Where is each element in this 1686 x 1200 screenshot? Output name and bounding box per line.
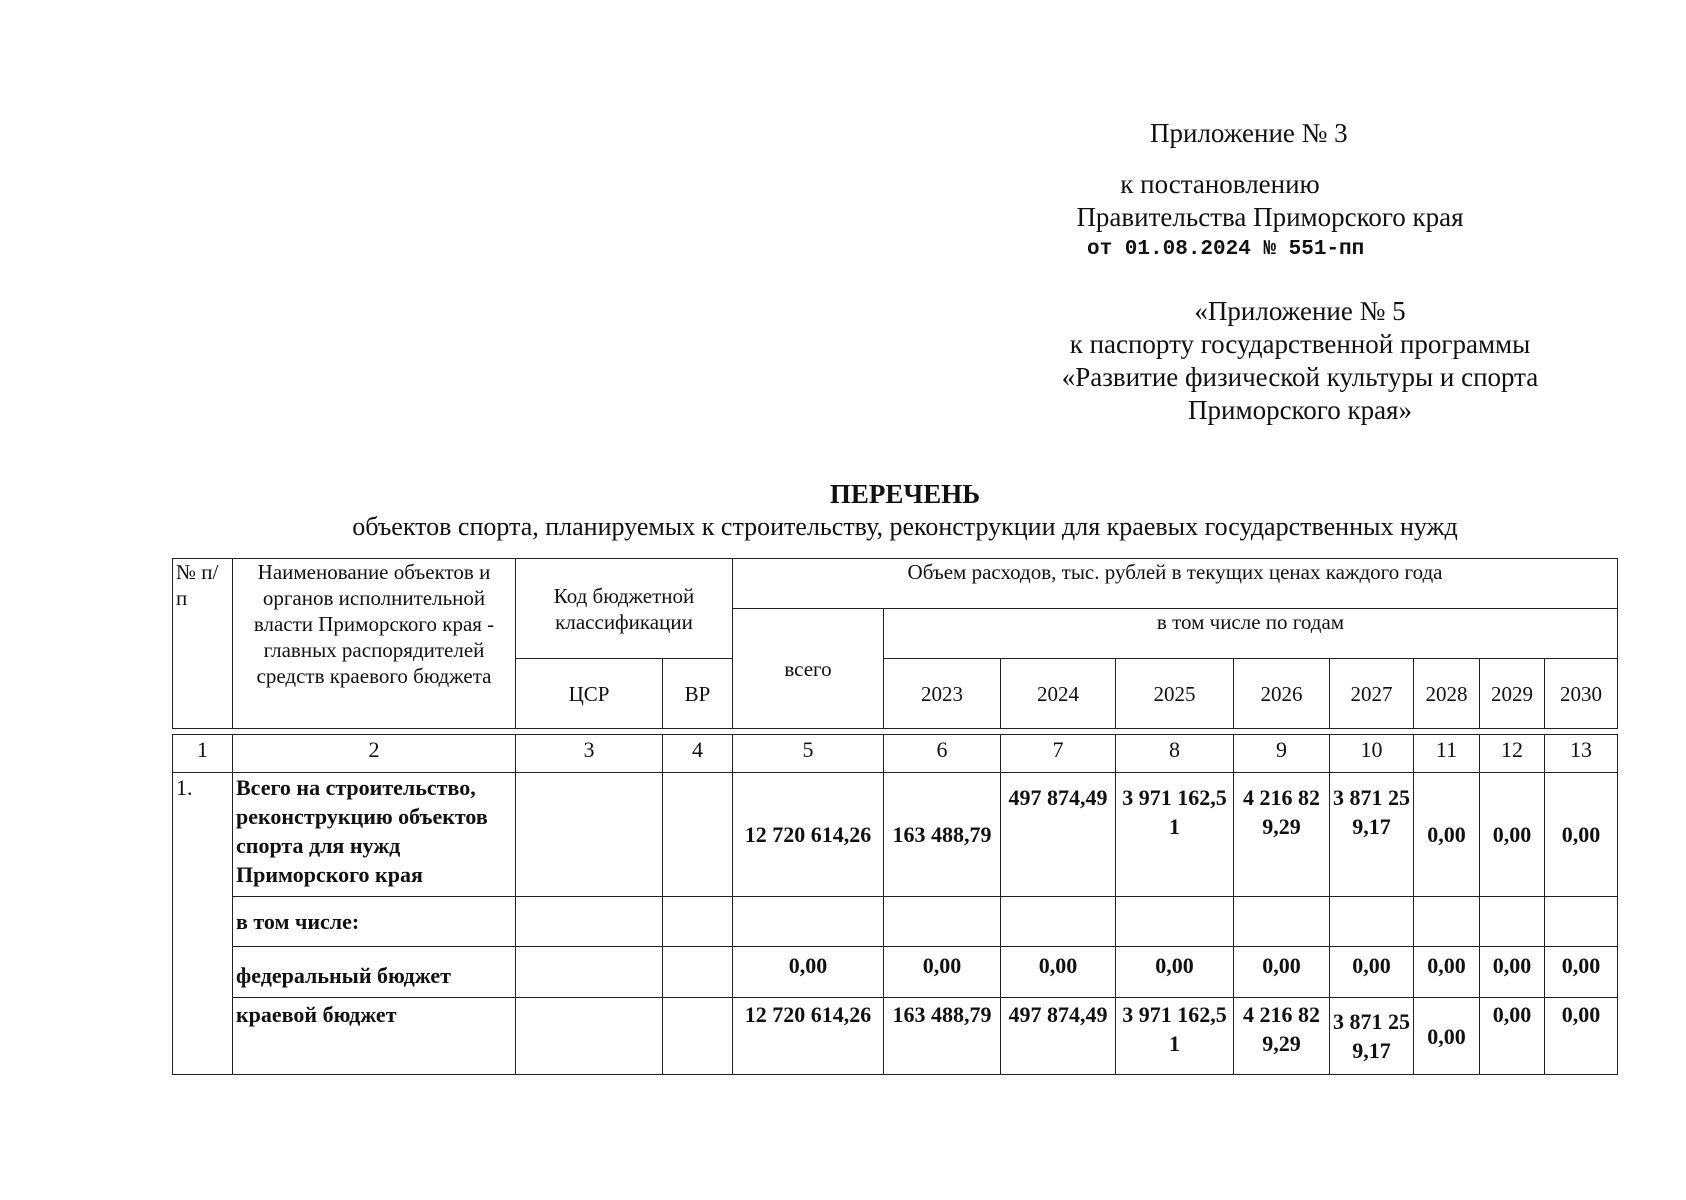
cell-value: 0,00 bbox=[1414, 773, 1480, 897]
cell-value: 0,00 bbox=[1545, 773, 1618, 897]
header-year: 2023 bbox=[884, 659, 1001, 729]
quote-line: «Развитие физической культуры и спорта bbox=[1061, 362, 1539, 392]
table-body bbox=[172, 734, 1618, 1075]
quote-line: «Приложение № 5 bbox=[1194, 296, 1406, 326]
table-row bbox=[173, 897, 1618, 947]
column-number: 10 bbox=[1330, 735, 1414, 773]
header-year: 2029 bbox=[1480, 659, 1545, 729]
cell-total bbox=[733, 897, 884, 947]
cell-csr bbox=[516, 998, 663, 1075]
cell-vr bbox=[663, 773, 733, 897]
government-name: Правительства Приморского края bbox=[1076, 202, 1464, 232]
cell-vr bbox=[663, 947, 733, 998]
document-title: ПЕРЕЧЕНЬ bbox=[829, 479, 981, 509]
cell-value: 0,00 bbox=[1480, 947, 1545, 998]
header-vr: ВР bbox=[663, 659, 733, 729]
header-budget-code: Код бюджетной классификации bbox=[516, 559, 733, 659]
cell-value: 0,00 bbox=[1545, 998, 1618, 1075]
cell-value: 3 971 162,51 bbox=[1116, 773, 1234, 897]
column-number: 7 bbox=[1001, 735, 1116, 773]
column-number: 3 bbox=[516, 735, 663, 773]
cell-value: 0,00 bbox=[1480, 773, 1545, 897]
cell-value bbox=[1480, 897, 1545, 947]
cell-value: 0,00 bbox=[1414, 998, 1480, 1075]
cell-value: 3 871 259,17 bbox=[1330, 998, 1414, 1075]
cell-value: 0,00 bbox=[1545, 947, 1618, 998]
to-resolution: к постановлению bbox=[1120, 169, 1320, 199]
cell-total: 0,00 bbox=[733, 947, 884, 998]
cell-value: 163 488,79 bbox=[884, 998, 1001, 1075]
cell-value: 0,00 bbox=[1414, 947, 1480, 998]
column-number: 1 bbox=[173, 735, 233, 773]
header-row-number: № п/п bbox=[173, 559, 233, 729]
cell-value: 0,00 bbox=[1330, 947, 1414, 998]
header-year: 2030 bbox=[1545, 659, 1618, 729]
header-year: 2025 bbox=[1116, 659, 1234, 729]
cell-value: 0,00 bbox=[1116, 947, 1234, 998]
header-year: 2028 bbox=[1414, 659, 1480, 729]
header-year: 2026 bbox=[1234, 659, 1330, 729]
table-row bbox=[173, 947, 1618, 998]
header-total: всего bbox=[733, 609, 884, 729]
cell-value: 497 874,49 bbox=[1001, 773, 1116, 897]
quote-line: Приморского края» bbox=[1188, 395, 1412, 425]
header-csr: ЦСР bbox=[516, 659, 663, 729]
cell-total: 12 720 614,26 bbox=[733, 998, 884, 1075]
cell-value: 0,00 bbox=[1001, 947, 1116, 998]
cell-value: 497 874,49 bbox=[1001, 998, 1116, 1075]
cell-value bbox=[1116, 897, 1234, 947]
cell-csr bbox=[516, 773, 663, 897]
column-number: 5 bbox=[733, 735, 884, 773]
table-row bbox=[173, 773, 1618, 897]
cell-value bbox=[884, 897, 1001, 947]
cell-csr bbox=[516, 897, 663, 947]
column-number-row bbox=[173, 735, 1618, 773]
column-number: 6 bbox=[884, 735, 1001, 773]
cell-value bbox=[1545, 897, 1618, 947]
cell-value: 3 971 162,51 bbox=[1116, 998, 1234, 1075]
header-by-years: в том числе по годам bbox=[884, 609, 1618, 659]
cell-value bbox=[1414, 897, 1480, 947]
cell-value: 0,00 bbox=[884, 947, 1001, 998]
resolution-date-number: от 01.08.2024 № 551-пп bbox=[1087, 238, 1365, 261]
cell-value: 0,00 bbox=[1234, 947, 1330, 998]
header-year: 2027 bbox=[1330, 659, 1414, 729]
header-object-name: Наименование объектов и органов исполнительной власти Приморского края - главных распорядителей средств краевого бюджета bbox=[233, 559, 516, 729]
quote-line: к паспорту государственной программы bbox=[1069, 329, 1531, 359]
cell-value bbox=[1330, 897, 1414, 947]
column-number: 12 bbox=[1480, 735, 1545, 773]
document-subtitle: объектов спорта, планируемых к строительству, реконструкции для краевых государственных нужд bbox=[352, 512, 1458, 541]
cell-csr bbox=[516, 947, 663, 998]
program-appendix-reference bbox=[1000, 295, 1600, 427]
column-number: 9 bbox=[1234, 735, 1330, 773]
row-number: 1. bbox=[173, 773, 233, 1075]
table-row bbox=[173, 998, 1618, 1075]
row-name: Всего на строительство, реконструкцию объектов спорта для нужд Приморского края bbox=[233, 773, 516, 897]
cell-value: 0,00 bbox=[1480, 998, 1545, 1075]
cell-total: 12 720 614,26 bbox=[733, 773, 884, 897]
header-year: 2024 bbox=[1001, 659, 1116, 729]
header-expenditure-volume: Объем расходов, тыс. рублей в текущих ценах каждого года bbox=[733, 559, 1618, 609]
column-number: 8 bbox=[1116, 735, 1234, 773]
cell-value: 4 216 829,29 bbox=[1234, 773, 1330, 897]
cell-value: 4 216 829,29 bbox=[1234, 998, 1330, 1075]
cell-value: 3 871 259,17 bbox=[1330, 773, 1414, 897]
column-number: 13 bbox=[1545, 735, 1618, 773]
column-number: 2 bbox=[233, 735, 516, 773]
appendix-number: Приложение № 3 bbox=[1150, 118, 1348, 148]
cell-vr bbox=[663, 998, 733, 1075]
cell-value bbox=[1234, 897, 1330, 947]
column-number: 11 bbox=[1414, 735, 1480, 773]
row-name: в том числе: bbox=[233, 897, 516, 947]
row-name: краевой бюджет bbox=[233, 998, 516, 1075]
cell-value: 163 488,79 bbox=[884, 773, 1001, 897]
cell-value bbox=[1001, 897, 1116, 947]
column-number: 4 bbox=[663, 735, 733, 773]
row-name: федеральный бюджет bbox=[233, 947, 516, 998]
cell-vr bbox=[663, 897, 733, 947]
table-header bbox=[172, 558, 1618, 729]
